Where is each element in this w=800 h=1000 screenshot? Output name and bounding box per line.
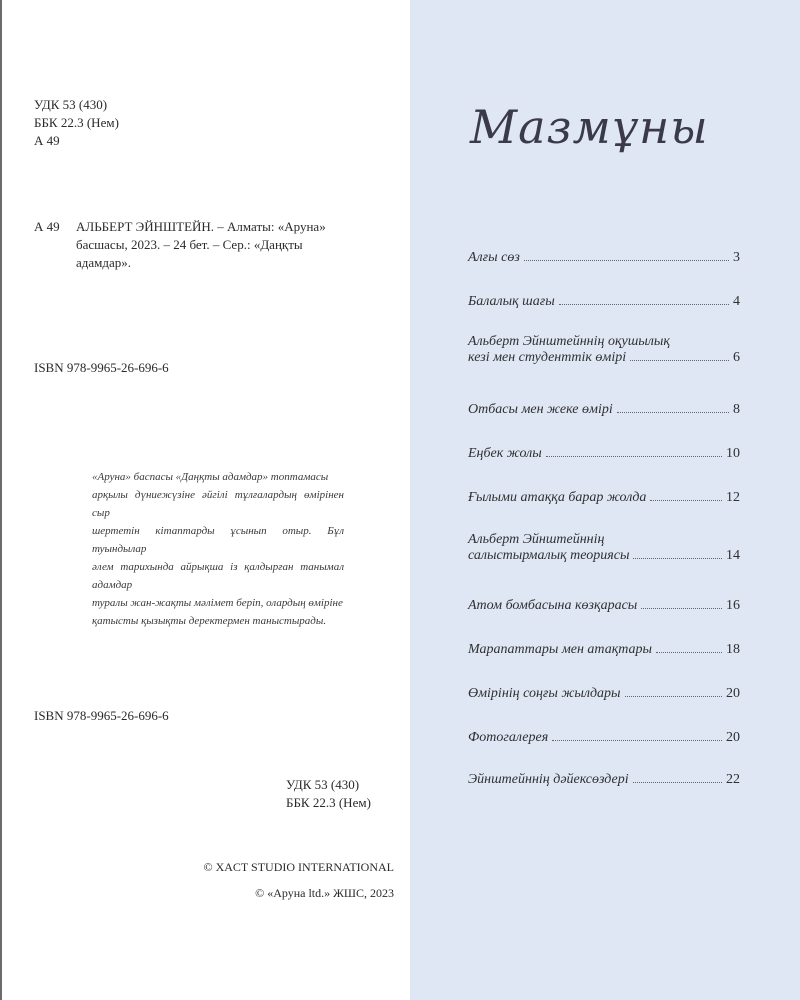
toc-item-title: Балалық шағы [468, 294, 555, 309]
udc-code: УДК 53 (430) [34, 97, 108, 112]
bbk-code-bottom: ББК 22.3 (Нем) [286, 795, 371, 810]
classification-block-bottom [286, 776, 371, 812]
toc-page-number: 16 [726, 598, 740, 613]
toc-item-title: Алғы сөз [468, 250, 520, 265]
toc-item-title-line2: кезі мен студенттік өмірі [468, 350, 627, 365]
toc-item-title: Фотогалерея [468, 730, 549, 745]
toc-item-title: Марапаттары мен атақтары [468, 642, 653, 657]
toc-page-number: 20 [726, 730, 740, 745]
catalog-line-3: адамдар». [76, 255, 132, 270]
catalog-entry [34, 218, 364, 272]
classification-block [34, 96, 119, 150]
toc-page-number: 22 [726, 772, 740, 787]
isbn-bottom: ISBN 978-9965-26-696-6 [34, 708, 169, 723]
toc-item-title: Отбасы мен жеке өмірі [468, 402, 613, 417]
toc-page-number: 10 [726, 446, 740, 461]
toc-dot-leader [650, 500, 722, 501]
page-edge-line [0, 0, 2, 1000]
toc-dot-leader [625, 696, 722, 697]
udc-code-bottom: УДК 53 (430) [286, 777, 360, 792]
toc-item-title: Эйнштейннің дәйексөздері [468, 772, 629, 787]
catalog-line-1: АЛЬБЕРТ ЭЙНШТЕЙН. – Алматы: «Аруна» [76, 219, 326, 234]
toc-title: Мазмұны [470, 100, 709, 154]
toc-page-number: 8 [733, 402, 740, 417]
annotation-line: шертетін кітаптарды ұсынып отыр. Бұл туындылар [92, 525, 344, 555]
toc-item[interactable] [468, 294, 740, 310]
toc-dot-leader [524, 260, 729, 261]
toc-dot-leader [630, 360, 729, 361]
toc-dot-leader [617, 412, 729, 413]
toc-item-title-line2: салыстырмалық теориясы [468, 548, 630, 563]
toc-item[interactable] [468, 446, 740, 462]
toc-item[interactable] [468, 730, 740, 746]
toc-dot-leader [641, 608, 722, 609]
annotation-line: арқылы дүниежүзіне әйгілі тұлғалардың өмірінен сыр [92, 489, 344, 519]
author-mark: А 49 [34, 133, 60, 148]
toc-item-title: Ғылыми атаққа барар жолда [468, 490, 647, 505]
toc-dot-leader [633, 782, 722, 783]
annotation-line: қатысты қызықты деректермен таныстырады. [92, 615, 327, 627]
toc-item[interactable] [468, 532, 740, 564]
toc-dot-leader [552, 740, 722, 741]
annotation-line: әлем тарихында айрықша із қалдырған танымал адамдар [92, 561, 344, 591]
toc-item[interactable] [468, 334, 740, 366]
toc-page-number: 18 [726, 642, 740, 657]
annotation-line: «Аруна» баспасы «Даңқты адамдар» топтамасы [92, 471, 329, 483]
toc-dot-leader [546, 456, 722, 457]
toc-item[interactable] [468, 772, 740, 788]
toc-item[interactable] [468, 402, 740, 418]
catalog-line-2: басшасы, 2023. – 24 бет. – Сер.: «Даңқты [76, 237, 303, 252]
toc-page-number: 20 [726, 686, 740, 701]
copyright-publisher: © «Аруна ltd.» ЖШС, 2023 [255, 886, 394, 900]
toc-item-title: Еңбек жолы [468, 446, 542, 461]
annotation [92, 468, 344, 630]
toc-dot-leader [656, 652, 722, 653]
toc-dot-leader [633, 558, 722, 559]
toc-item-title: Өмірінің соңғы жылдары [468, 686, 621, 701]
copyright-studio: © XACT STUDIO INTERNATIONAL [203, 860, 394, 874]
annotation-line: туралы жан-жақты мәлімет беріп, олардың өміріне [92, 597, 343, 609]
toc-item-title-line1: Альберт Эйнштейннің оқушылық [468, 334, 670, 349]
toc-item[interactable] [468, 250, 740, 266]
bbk-code: ББК 22.3 (Нем) [34, 115, 119, 130]
toc-item[interactable] [468, 598, 740, 614]
isbn-top: ISBN 978-9965-26-696-6 [34, 360, 169, 375]
toc-page-number: 4 [733, 294, 740, 309]
toc-item[interactable] [468, 490, 740, 506]
toc-page-number: 12 [726, 490, 740, 505]
toc-page-number: 14 [726, 548, 740, 563]
toc-item-title: Атом бомбасына көзқарасы [468, 598, 638, 613]
toc-page-number: 6 [733, 350, 740, 365]
toc-page-number: 3 [733, 250, 740, 265]
toc-dot-leader [559, 304, 729, 305]
toc-item[interactable] [468, 686, 740, 702]
toc-item-title-line1: Альберт Эйнштейннің [468, 532, 605, 547]
catalog-code: А 49 [34, 219, 60, 234]
toc-item[interactable] [468, 642, 740, 658]
